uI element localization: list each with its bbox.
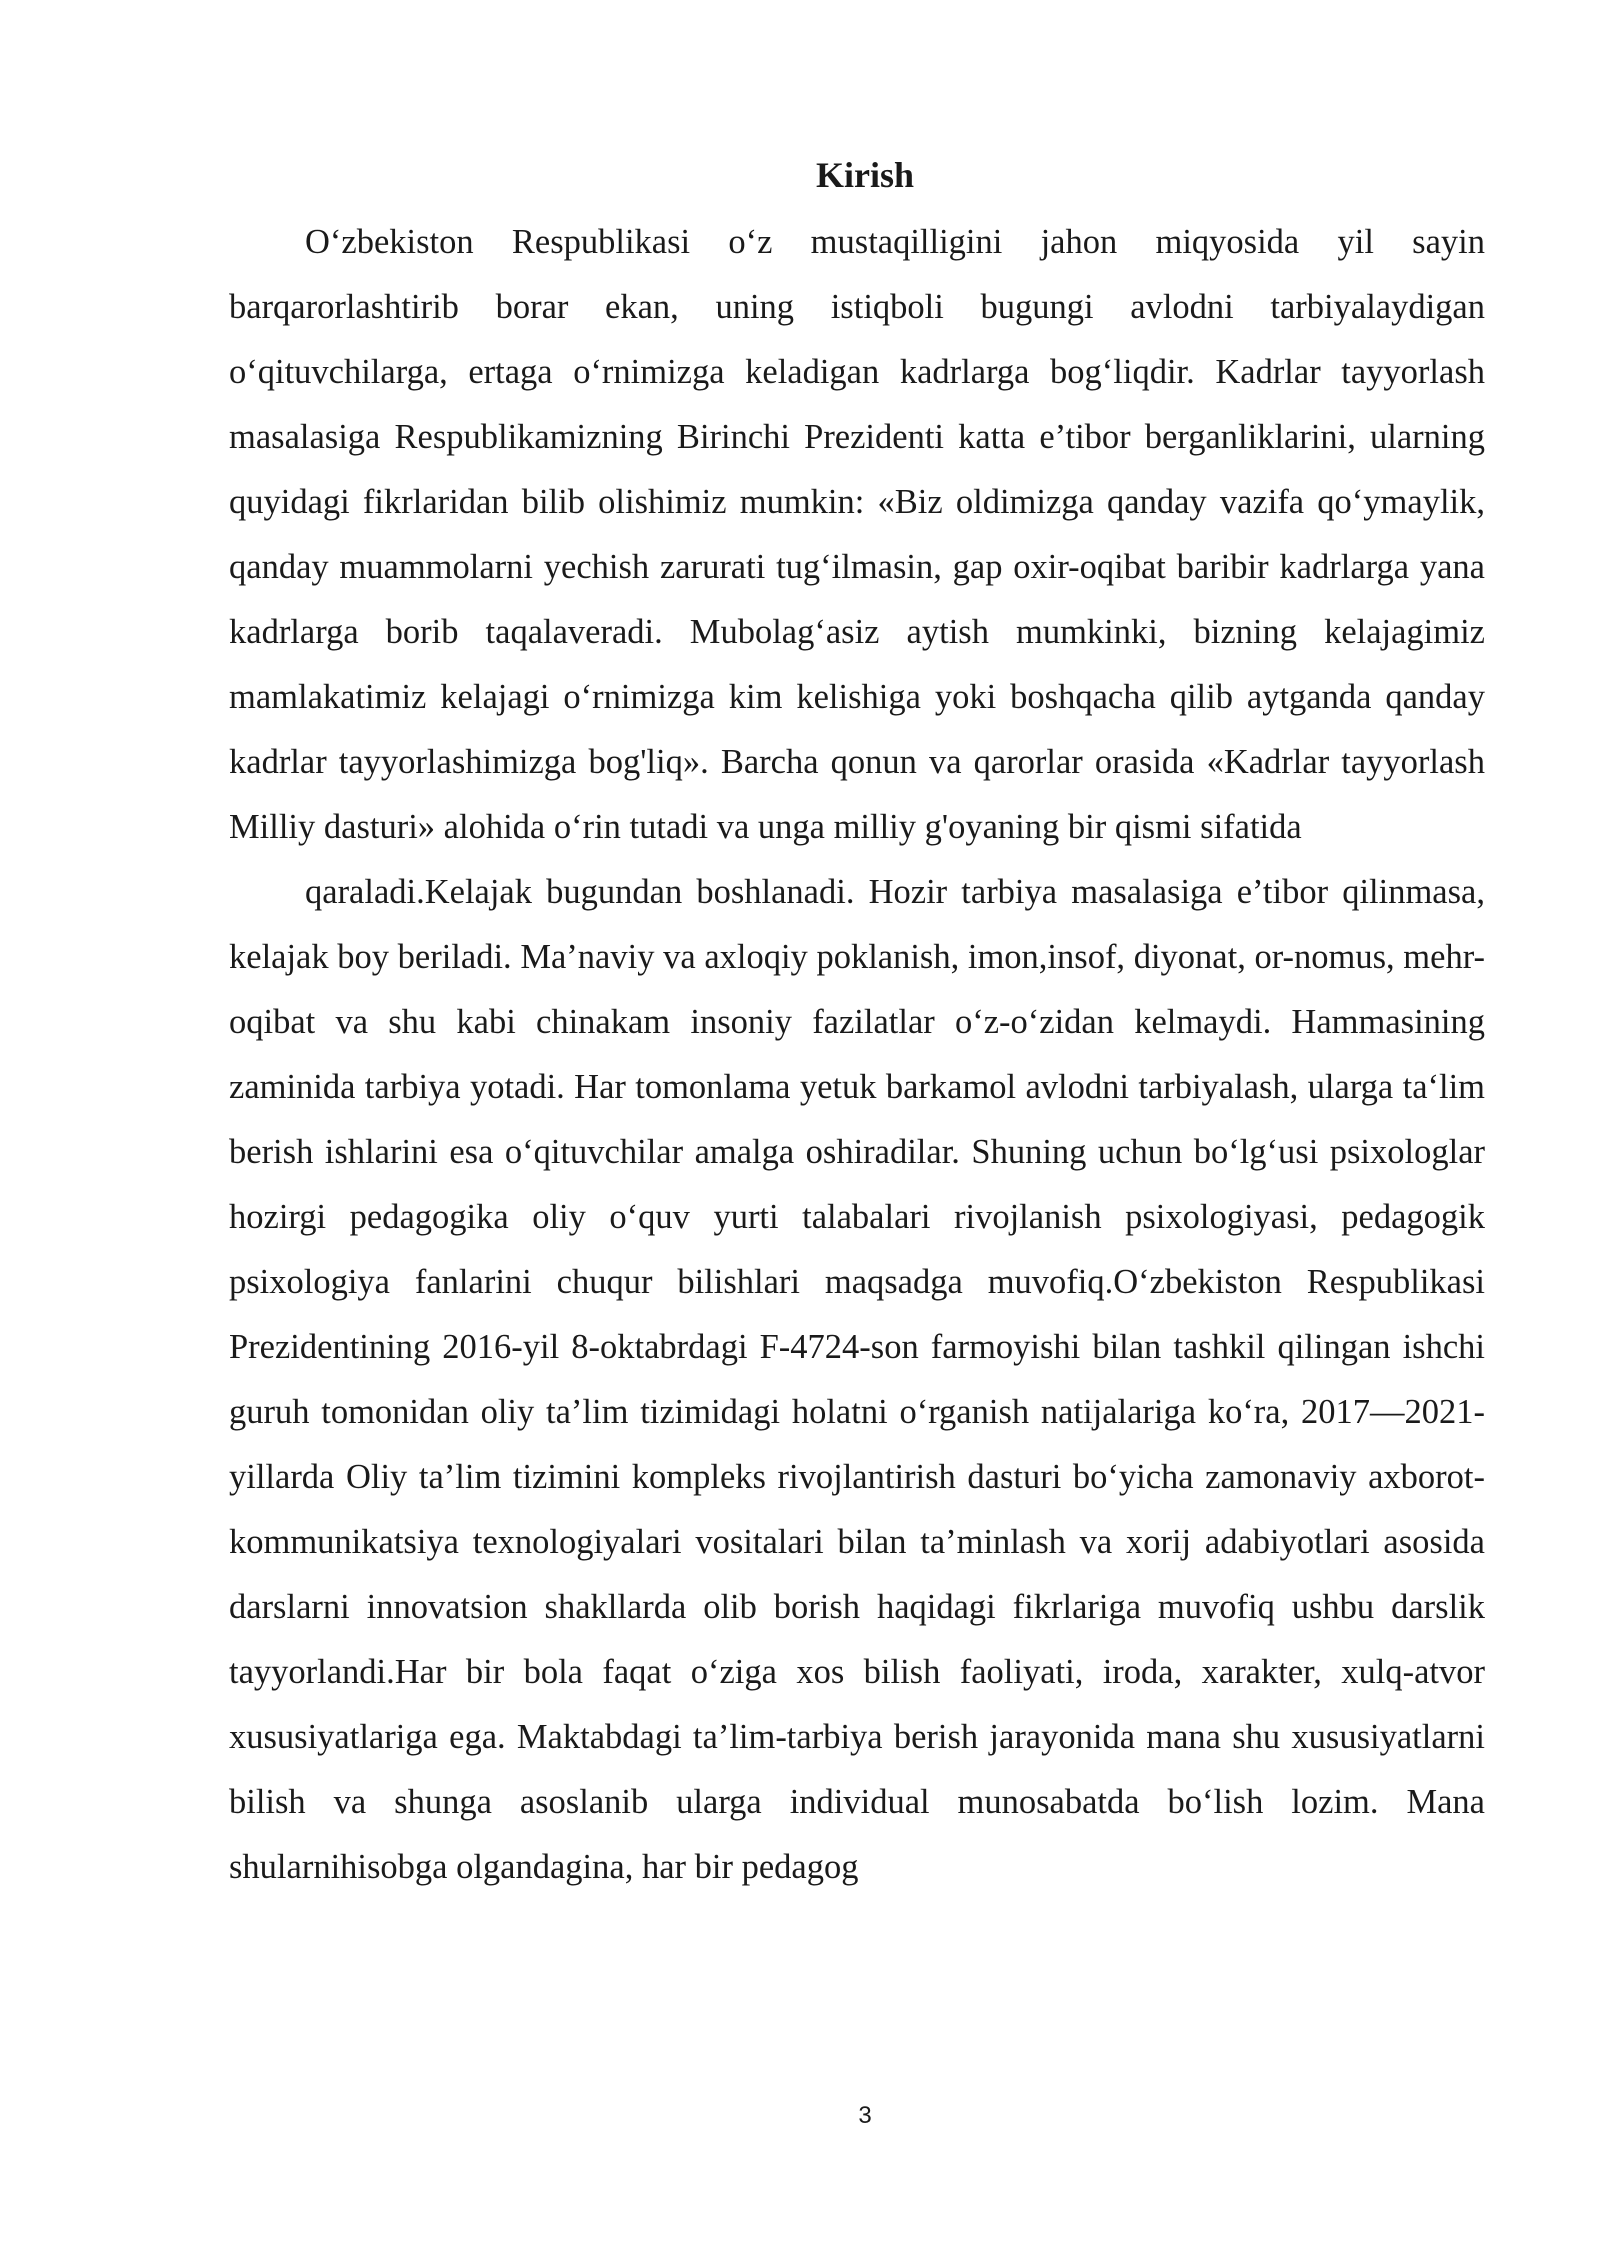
section-heading: Kirish bbox=[815, 155, 914, 195]
paragraph-2: qaraladi.Kelajak bugundan boshlanadi. Hozir tarbiya masalasiga e’tibor qilinmasa, kelajak boy beriladi. Ma’naviy va axloqiy poklanish, imon,insof, diyonat, or-nomus, mehr-oqibat va shu kabi chinakam insoniy fazilatlar o‘z-o‘zidan kelmaydi. Hammasining zaminida tarbiya yotadi. Har tomonlama yetuk barkamol avlodni tarbiyalash, ularga ta‘lim berish ishlarini esa o‘qituvchilar amalga oshiradilar. Shuning uchun bo‘lg‘usi psixologlar hozirgi pedagogika oliy o‘quv yurti talabalari rivojlanish psixologiyasi, pedagogik psixologiya fanlarini chuqur bilishlari maqsadga muvofiq.O‘zbekiston Respublikasi Prezidentining 2016-yil 8-oktabrdagi F-4724-son farmoyishi bilan tashkil qilingan ishchi guruh tomonidan oliy ta’lim tizimidagi holatni o‘rganish natijalariga ko‘ra, 2017—2021-yillarda Oliy ta’lim tizimini kompleks rivojlantirish dasturi bo‘yicha zamonaviy axborot-kommunikatsiya texnologiyalari vositalari bilan ta’minlash va xorij adabiyotlari asosida darslarni innovatsion shakllarda olib borish haqidagi fikrlariga muvofiq ushbu darslik tayyorlandi.Har bir bola faqat o‘ziga xos bilish faoliyati, iroda, xarakter, xulq-atvor xususiyatlariga ega. Maktabdagi ta’lim-tarbiya berish jarayonida mana shu xususiyatlarni bilish va shunga asoslanib ularga individual munosabatda bo‘lish lozim. Mana shularnihisobga olgandagina, har bir pedagog bbox=[229, 873, 1485, 1886]
document-body bbox=[229, 210, 1485, 1900]
page-number: 3 bbox=[858, 2102, 872, 2129]
paragraph-1: O‘zbekiston Respublikasi o‘z mustaqilligini jahon miqyosida yil sayin barqarorlashtirib borar ekan, uning istiqboli bugungi avlodni tarbiyalaydigan o‘qituvchilarga, ertaga o‘rnimizga keladigan kadrlarga bog‘liqdir. Kadrlar tayyorlash masalasiga Respublikamizning Birinchi Prezidenti katta e’tibor berganliklarini, ularning quyidagi fikrlaridan bilib olishimiz mumkin: «Biz oldimizga qanday vazifa qo‘ymaylik, qanday muammolarni yechish zarurati tug‘ilmasin, gap oxir-oqibat baribir kadrlarga yana kadrlarga borib taqalaveradi. Mubolag‘asiz aytish mumkinki, bizning kelajagimiz mamlakatimiz kelajagi o‘rnimizga kim kelishiga yoki boshqacha qilib aytganda qanday kadrlar tayyorlashimizga bog'liq». Barcha qonun va qarorlar orasida «Kadrlar tayyorlash Milliy dasturi» alohida o‘rin tutadi va unga milliy g'oyaning bir qismi sifatida bbox=[229, 223, 1485, 846]
